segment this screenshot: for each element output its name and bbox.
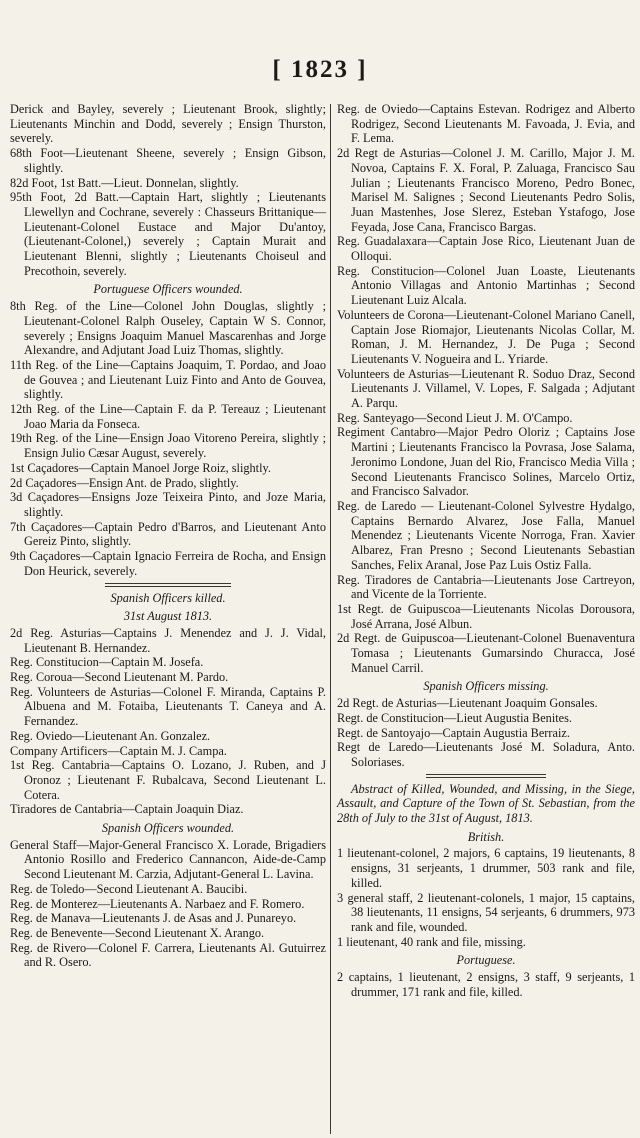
casualty-entry: 2d Regt de Asturias—Colonel J. M. Carillo, Major J. M. Novoa, Captains F. X. Foral, P. Zaluaga, Francisco Sau Julian ; Lieutenants Francisco Moreno, Pedro Bonec, Marisel M. Salignes ; Second Lieutenants Pedro Solis, Juan Mastenhes, Jose Slerez, Esteban Ystafogo, Jose Feyada, Jose Cana, Francisco Bargas. bbox=[337, 146, 635, 234]
section-heading: 31st August 1813. bbox=[123, 609, 213, 624]
casualty-entry: 2d Regt. de Asturias—Lieutenant Joaquim Gonsales. bbox=[337, 696, 598, 711]
casualty-entry: Reg. de Monterez—Lieutenants A. Narbaez and F. Romero. bbox=[10, 896, 305, 911]
casualty-entry: Volunteers de Corona—Lieutenant-Colonel Mariano Canell, Captain Jose Riomajor, Lieutenants Nicolas Collar, M. Roman, J. M. Hernandez, J. De Puga ; Second Lieutenants V. Nogueira and L. Yriarde. bbox=[337, 307, 635, 366]
casualty-entry: Reg. Constitucion—Captain M. Josefa. bbox=[10, 655, 204, 670]
casualty-entry: Reg. Volunteers de Asturias—Colonel F. Miranda, Captains P. Albuena and M. Fotaiba, Lieutenants T. Caneya and A. Fernandez. bbox=[10, 684, 326, 729]
casualty-entry: Reg. de Toledo—Second Lieutenant A. Baucibi. bbox=[10, 881, 248, 896]
casualty-entry: 95th Foot, 2d Batt.—Captain Hart, slightly ; Lieutenants Llewellyn and Cochrane, severely : Chasseurs Brittanique—Lieutenant-Colonel Eustace and Major Du'antoy, (Lieutenant-Colonel,) severely ; Captain Murait and Lieutenant Blenni, slightly ; Lieutenants Choiseul and Precothoin, severely. bbox=[10, 190, 326, 278]
casualty-entry: 1st Regt. de Guipuscoa—Lieutenants Nicolas Dorousora, José Arrana, José Albun. bbox=[337, 601, 635, 631]
section-heading: Spanish Officers missing. bbox=[423, 679, 549, 694]
casualty-entry: 11th Reg. of the Line—Captains Joaquim, T. Pordao, and Joao de Gouvea ; and Lieutenant Luiz Finto and Anto de Gouvea, slightly. bbox=[10, 357, 326, 402]
casualty-entry: Derick and Bayley, severely ; Lieutenant Brook, slightly; Lieutenants Minchin and Dodd, severely ; Ensign Thurston, severely. bbox=[10, 102, 326, 146]
casualty-entry: 2 captains, 1 lieutenant, 2 ensigns, 3 staff, 9 serjeants, 1 drummer, 171 rank and file, killed. bbox=[337, 970, 635, 999]
casualty-entry: 1 lieutenant, 40 rank and file, missing. bbox=[337, 934, 526, 949]
casualty-entry: Reg. Santeyago—Second Lieut J. M. O'Campo. bbox=[337, 410, 573, 425]
casualty-entry: Reg. Coroua—Second Lieutenant M. Pardo. bbox=[10, 670, 229, 685]
abstract-title: Abstract of Killed, Wounded, and Missing, in the Siege, Assault, and Capture of the Town of St. Sebastian, from the 28th of July to the 31st of August, 1813. bbox=[337, 781, 635, 826]
casualty-entry: Regt de Laredo—Lieutenants José M. Soladura, Anto. Soloriases. bbox=[337, 740, 635, 769]
casualty-entry: 8th Reg. of the Line—Colonel John Douglas, slightly ; Lieutenant-Colonel Ralph Ouseley, Captain W S. Connor, severely ; Ensigns Joaquim Manuel Mascarenhas and Jorge Alexandre, and Adjutant Joad Luiz Thomas, slightly. bbox=[10, 299, 326, 358]
page-header: [ 1823 ] bbox=[272, 56, 368, 83]
casualty-entry: 3 general staff, 2 lieutenant-colonels, 1 major, 15 captains, 38 lieutenants, 11 ensigns, 54 serjeants, 6 drummers, 973 rank and file, wounded. bbox=[337, 890, 635, 934]
casualty-entry: Reg. Guadalaxara—Captain Jose Rico, Lieutenant Juan de Olloqui. bbox=[337, 234, 635, 264]
left-column bbox=[10, 102, 326, 970]
section-heading: Spanish Officers killed. bbox=[110, 590, 226, 605]
casualty-entry: 1st Caçadores—Captain Manoel Jorge Roiz, slightly. bbox=[10, 460, 271, 475]
right-column bbox=[337, 102, 635, 999]
casualty-entry: Reg. de Rivero—Colonel F. Carrera, Lieutenants Al. Gutuirrez and R. Osero. bbox=[10, 940, 326, 970]
casualty-entry: Tiradores de Cantabria—Captain Joaquin Diaz. bbox=[10, 802, 244, 817]
casualty-entry: 7th Caçadores—Captain Pedro d'Barros, and Lieutenant Anto Gereiz Pinto, slightly. bbox=[10, 519, 326, 549]
casualty-entry: Regt. de Constitucion—Lieut Augustia Benites. bbox=[337, 710, 572, 725]
section-rule bbox=[426, 774, 545, 778]
casualty-entry: 2d Reg. Asturias—Captains J. Menendez and J. J. Vidal, Lieutenant B. Hernandez. bbox=[10, 625, 326, 655]
casualty-entry: 1st Reg. Cantabria—Captains O. Lozano, J. Ruben, and J Oronoz ; Lieutenant F. Rubalcava, Second Lieutenant L. Cotera. bbox=[10, 758, 326, 802]
casualty-entry: Regiment Cantabro—Major Pedro Oloriz ; Captains Jose Martini ; Lieutenants Francisco la Povrasa, Jose Salama, Jeronimo Londone, Juan del Rio, Francisco Media Villa ; Second Lieutenants Francisco Solines, Marcelo Ortiz, and Francisco Salvador. bbox=[337, 425, 635, 499]
casualty-entry: 9th Caçadores—Captain Ignacio Ferreira de Rocha, and Ensign Don Heurick, severely. bbox=[10, 549, 326, 578]
casualty-entry: Reg. Constitucion—Colonel Juan Loaste, Lieutenants Antonio Villagas and Antonio Martinhas ; Second Lieutenant Luiz Alcala. bbox=[337, 263, 635, 308]
casualty-entry: 3d Caçadores—Ensigns Joze Teixeira Pinto, and Joze Maria, slightly. bbox=[10, 490, 326, 519]
column-divider bbox=[330, 104, 331, 1134]
casualty-entry: Regt. de Santoyajo—Captain Augustia Berraiz. bbox=[337, 725, 570, 740]
casualty-entry: 19th Reg. of the Line—Ensign Joao Vitoreno Pereira, slightly ; Ensign Julio Cæsar August, severely. bbox=[10, 431, 326, 461]
section-heading: Portuguese. bbox=[456, 953, 516, 968]
casualty-entry: 68th Foot—Lieutenant Sheene, severely ; Ensign Gibson, slightly. bbox=[10, 146, 326, 175]
casualty-entry: 82d Foot, 1st Batt.—Lieut. Donnelan, slightly. bbox=[10, 175, 239, 190]
casualty-entry: Reg. Oviedo—Lieutenant An. Gonzalez. bbox=[10, 728, 211, 743]
casualty-entry: Reg. de Laredo — Lieutenant-Colonel Sylvestre Hydalgo, Captains Bernardo Alvarez, Jose Falla, Manuel Menendez ; Lieutenants Vicente Norroga, Fran. Xavier Albarez, Fran Presno ; Second Lieutenants Sebastian Sanches, Felix Aranal, Jose Paz Luis Ostiz Falla. bbox=[337, 498, 635, 572]
casualty-entry: Reg. de Benevente—Second Lieutenant X. Arango. bbox=[10, 925, 265, 940]
casualty-entry: Reg. de Manava—Lieutenants J. de Asas and J. Punareyo. bbox=[10, 911, 297, 926]
section-heading: Spanish Officers wounded. bbox=[101, 821, 235, 836]
section-heading: Portuguese Officers wounded. bbox=[93, 282, 243, 297]
casualty-entry: Volunteers de Asturias—Lieutenant R. Soduo Draz, Second Lieutenants J. Villamel, V. Lopes, F. Salgada ; Adjutant A. Parqu. bbox=[337, 366, 635, 411]
casualty-entry: Reg. de Oviedo—Captains Estevan. Rodrigez and Alberto Rodrigez, Second Lieutenants M. Favoada, J. Evia, and F. Lema. bbox=[337, 102, 635, 146]
casualty-entry: 1 lieutenant-colonel, 2 majors, 6 captains, 19 lieutenants, 8 ensigns, 31 serjeants, 1 drummer, 503 rank and file, killed. bbox=[337, 846, 635, 890]
section-heading: British. bbox=[467, 829, 505, 844]
casualty-entry: 2d Regt. de Guipuscoa—Lieutenant-Colonel Buenaventura Tomasa ; Lieutenants Gumarsindo Churacca, José Manuel Carril. bbox=[337, 631, 635, 675]
casualty-entry: 12th Reg. of the Line—Captain F. da P. Tereauz ; Lieutenant Joao Maria da Fonseca. bbox=[10, 402, 326, 431]
casualty-entry: General Staff—Major-General Francisco X. Lorade, Brigadiers Antonio Rosillo and Frederico Cannancon, Aide-de-Camp Second Lieutenant M. Carzia, Adjutant-General L. Lavina. bbox=[10, 837, 326, 882]
casualty-entry: 2d Caçadores—Ensign Ant. de Prado, slightly. bbox=[10, 475, 239, 490]
casualty-entry: Company Artificers—Captain M. J. Campa. bbox=[10, 743, 227, 758]
casualty-entry: Reg. Tiradores de Cantabria—Lieutenants Jose Cartreyon, and Vicente de la Torriente. bbox=[337, 572, 635, 602]
section-rule bbox=[105, 583, 231, 587]
